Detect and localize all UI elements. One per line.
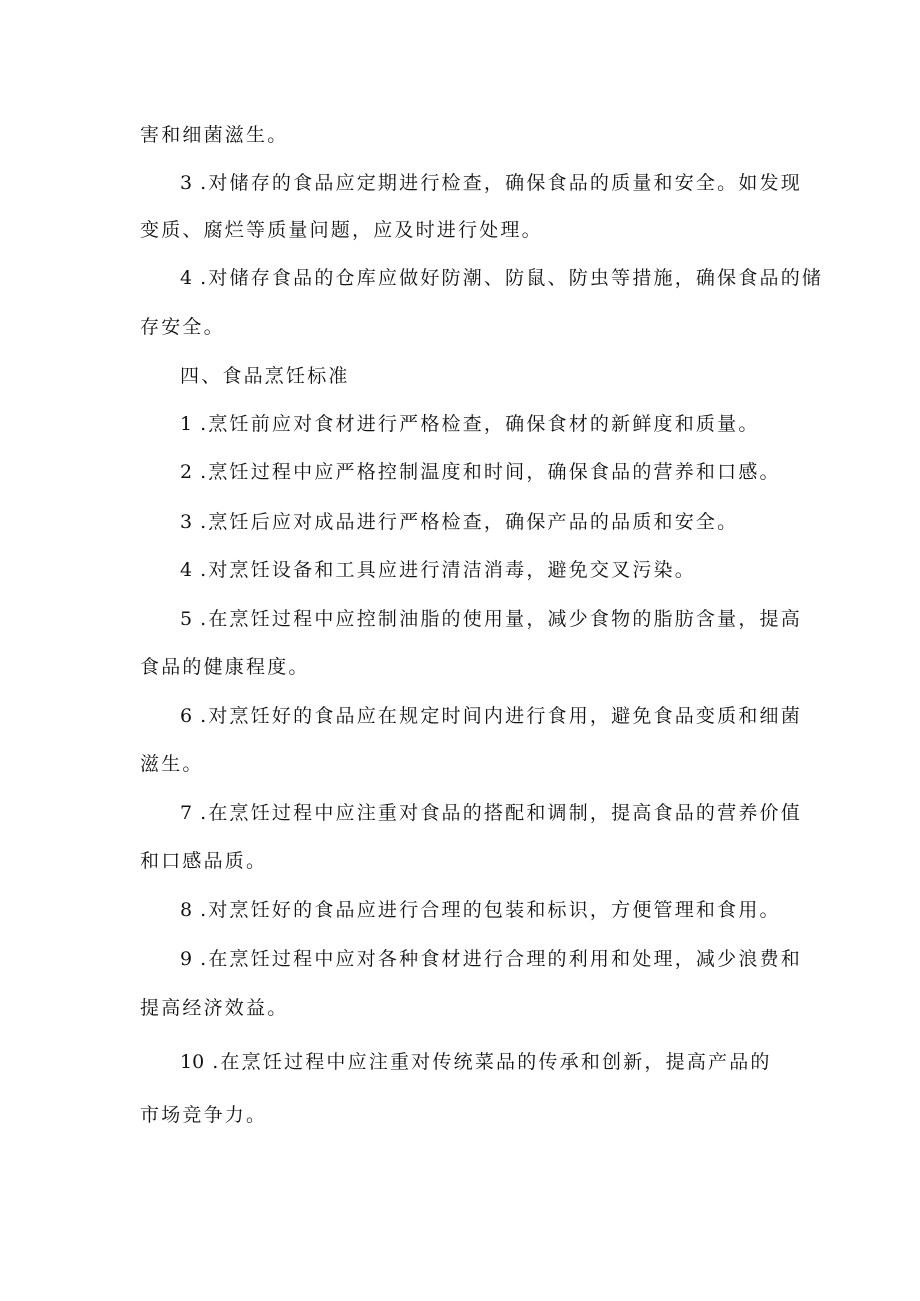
list-item-cooking-4	[180, 558, 820, 582]
item-number: 5	[180, 608, 193, 630]
text-line-19: 提高经济效益。	[140, 997, 289, 1019]
item-text: .烹饪前应对食材进行严格检查，确保食材的新鲜度和质量。	[200, 413, 760, 435]
list-item-cooking-10	[180, 1050, 820, 1074]
item-number: 10	[180, 1051, 205, 1073]
item-number: 4	[180, 559, 193, 581]
item-text: .烹饪后应对成品进行严格检查，确保产品的品质和安全。	[200, 511, 739, 533]
list-item-cooking-5	[180, 607, 820, 631]
list-item-storage-3	[180, 171, 820, 195]
item-number: 3	[180, 172, 193, 194]
text-line-12: 食品的健康程度。	[140, 656, 310, 678]
item-text: .对烹饪设备和工具应进行清洁消毒，避免交叉污染。	[200, 559, 696, 581]
text-line-14: 滋生。	[140, 753, 204, 775]
item-text: .烹饪过程中应严格控制温度和时间，确保食品的营养和口感。	[200, 461, 781, 483]
list-item-cooking-8	[180, 898, 820, 922]
item-text: .对储存食品的仓库应做好防潮、防鼠、防虫等措施，确保食品的储	[200, 267, 824, 289]
section-heading: 四、食品烹饪标准	[180, 365, 350, 387]
item-number: 7	[180, 802, 193, 824]
item-text: .在烹饪过程中应注重对食品的搭配和调制，提高食品的营养价值	[200, 802, 802, 824]
list-item-cooking-7	[180, 801, 820, 825]
text-line-3: 变质、腐烂等质量问题，应及时进行处理。	[140, 219, 543, 241]
item-number: 6	[180, 705, 193, 727]
item-text: .在烹饪过程中应控制油脂的使用量，减少食物的脂肪含量，提高	[200, 608, 802, 630]
list-item-cooking-1	[180, 412, 820, 436]
item-text: .对烹饪好的食品应在规定时间内进行食用，避免食品变质和细菌	[200, 705, 802, 727]
text-line-1: 害和细菌滋生。	[140, 124, 289, 146]
item-number: 8	[180, 899, 193, 921]
item-number: 3	[180, 511, 193, 533]
text-line-16: 和口感品质。	[140, 850, 268, 872]
item-text: .在烹饪过程中应注重对传统菜品的传承和创新，提高产品的	[212, 1051, 772, 1073]
list-item-cooking-9	[180, 947, 820, 971]
text-line-5: 存安全。	[140, 316, 225, 338]
item-text: .在烹饪过程中应对各种食材进行合理的利用和处理，减少浪费和	[200, 948, 802, 970]
item-number: 4	[180, 267, 193, 289]
list-item-cooking-6	[180, 704, 820, 728]
item-text: .对储存的食品应定期进行检查，确保食品的质量和安全。如发现	[200, 172, 802, 194]
text-line-21: 市场竞争力。	[140, 1104, 268, 1126]
item-number: 1	[180, 413, 193, 435]
item-text: .对烹饪好的食品应进行合理的包装和标识，方便管理和食用。	[200, 899, 781, 921]
list-item-cooking-3	[180, 510, 820, 534]
list-item-cooking-2	[180, 460, 820, 484]
list-item-storage-4	[180, 266, 824, 290]
item-number: 9	[180, 948, 193, 970]
item-number: 2	[180, 461, 193, 483]
